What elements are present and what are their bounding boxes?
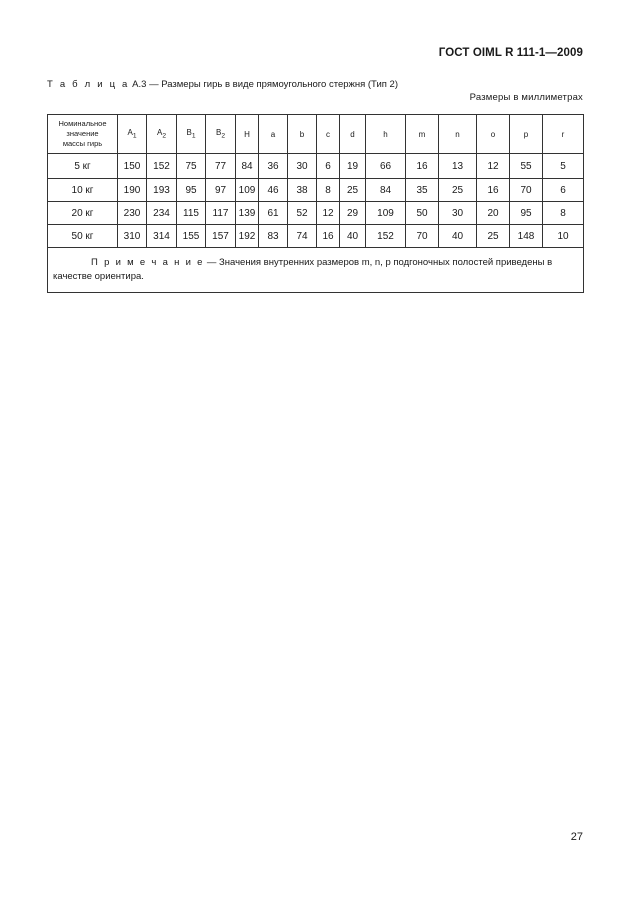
table-cell: 148	[510, 225, 543, 248]
table-row	[48, 225, 584, 248]
table-cell: 75	[177, 154, 206, 179]
mass-header-line: значение	[66, 129, 99, 138]
table-cell: 20	[477, 202, 510, 225]
table-cell: 155	[177, 225, 206, 248]
caption-text: А.3 — Размеры гирь в виде прямоугольного стержня (Тип 2)	[129, 79, 398, 90]
table-cell: 109	[236, 179, 259, 202]
column-header: $A_1$	[118, 115, 147, 154]
table-note	[48, 248, 584, 293]
table-row	[48, 179, 584, 202]
column-header: n	[439, 115, 477, 154]
header-row	[48, 115, 584, 154]
column-header: a	[259, 115, 288, 154]
table-caption	[47, 79, 398, 90]
table-cell: 13	[439, 154, 477, 179]
table-cell: 61	[259, 202, 288, 225]
table-cell: 25	[439, 179, 477, 202]
table-cell: 230	[118, 202, 147, 225]
table-cell: 150	[118, 154, 147, 179]
table-cell: 70	[510, 179, 543, 202]
table-cell: 152	[147, 154, 177, 179]
caption-label: Т а б л и ц а	[47, 79, 130, 90]
mass-header-line: массы гирь	[62, 139, 103, 148]
table-cell: 30	[288, 154, 317, 179]
table-cell: 84	[236, 154, 259, 179]
table-cell: 310	[118, 225, 147, 248]
table-cell: 16	[406, 154, 439, 179]
mass-column-header	[48, 115, 118, 154]
table-cell: 74	[288, 225, 317, 248]
column-header: $A_2$	[147, 115, 177, 154]
table-cell: 115	[177, 202, 206, 225]
note-text: — Значения внутренних размеров m, n, p подгоночных полостей приведены в качестве ориентира.	[53, 257, 553, 282]
table-cell: 5	[543, 154, 584, 179]
table-cell: 117	[206, 202, 236, 225]
column-header: c	[317, 115, 340, 154]
note-row	[48, 248, 584, 293]
table-cell: 234	[147, 202, 177, 225]
table-cell: 35	[406, 179, 439, 202]
table-cell: 29	[340, 202, 366, 225]
table-cell: 157	[206, 225, 236, 248]
table-cell: 97	[206, 179, 236, 202]
column-header: o	[477, 115, 510, 154]
table-cell: 84	[366, 179, 406, 202]
table-cell: 52	[288, 202, 317, 225]
table-cell: 12	[317, 202, 340, 225]
table-cell: 25	[340, 179, 366, 202]
table-cell: 95	[177, 179, 206, 202]
table-cell: 25	[477, 225, 510, 248]
table-cell: 83	[259, 225, 288, 248]
table-cell: 6	[317, 154, 340, 179]
column-header: H	[236, 115, 259, 154]
column-header: h	[366, 115, 406, 154]
table-cell: 193	[147, 179, 177, 202]
column-header: $B_2$	[206, 115, 236, 154]
table-cell: 40	[439, 225, 477, 248]
table-cell: 192	[236, 225, 259, 248]
table-cell: 16	[317, 225, 340, 248]
table-cell: 66	[366, 154, 406, 179]
table-row	[48, 154, 584, 179]
table-cell: 8	[317, 179, 340, 202]
table-cell: 50 кг	[48, 225, 118, 248]
table-cell: 95	[510, 202, 543, 225]
table-cell: 5 кг	[48, 154, 118, 179]
table-row	[48, 202, 584, 225]
table-cell: 19	[340, 154, 366, 179]
table-cell: 16	[477, 179, 510, 202]
mass-header-line: Номинальное	[58, 119, 107, 128]
table-cell: 30	[439, 202, 477, 225]
table-cell: 46	[259, 179, 288, 202]
table-cell: 8	[543, 202, 584, 225]
table-cell: 38	[288, 179, 317, 202]
column-header: $B_1$	[177, 115, 206, 154]
table-cell: 10 кг	[48, 179, 118, 202]
dimensions-table	[47, 114, 584, 293]
table-cell: 55	[510, 154, 543, 179]
units-note: Размеры в миллиметрах	[469, 92, 583, 103]
page-number: 27	[570, 831, 583, 843]
table-cell: 12	[477, 154, 510, 179]
table-cell: 190	[118, 179, 147, 202]
table-cell: 152	[366, 225, 406, 248]
column-header: b	[288, 115, 317, 154]
table-cell: 109	[366, 202, 406, 225]
column-header: m	[406, 115, 439, 154]
column-header: p	[510, 115, 543, 154]
table-cell: 139	[236, 202, 259, 225]
table-cell: 77	[206, 154, 236, 179]
table-cell: 36	[259, 154, 288, 179]
table-cell: 10	[543, 225, 584, 248]
table-cell: 40	[340, 225, 366, 248]
note-label: П р и м е ч а н и е	[91, 257, 205, 268]
table-cell: 70	[406, 225, 439, 248]
table-cell: 6	[543, 179, 584, 202]
table-cell: 50	[406, 202, 439, 225]
column-header: r	[543, 115, 584, 154]
standard-code: ГОСТ OIML R 111-1—2009	[438, 47, 583, 59]
table-cell: 314	[147, 225, 177, 248]
table-cell: 20 кг	[48, 202, 118, 225]
column-header: d	[340, 115, 366, 154]
